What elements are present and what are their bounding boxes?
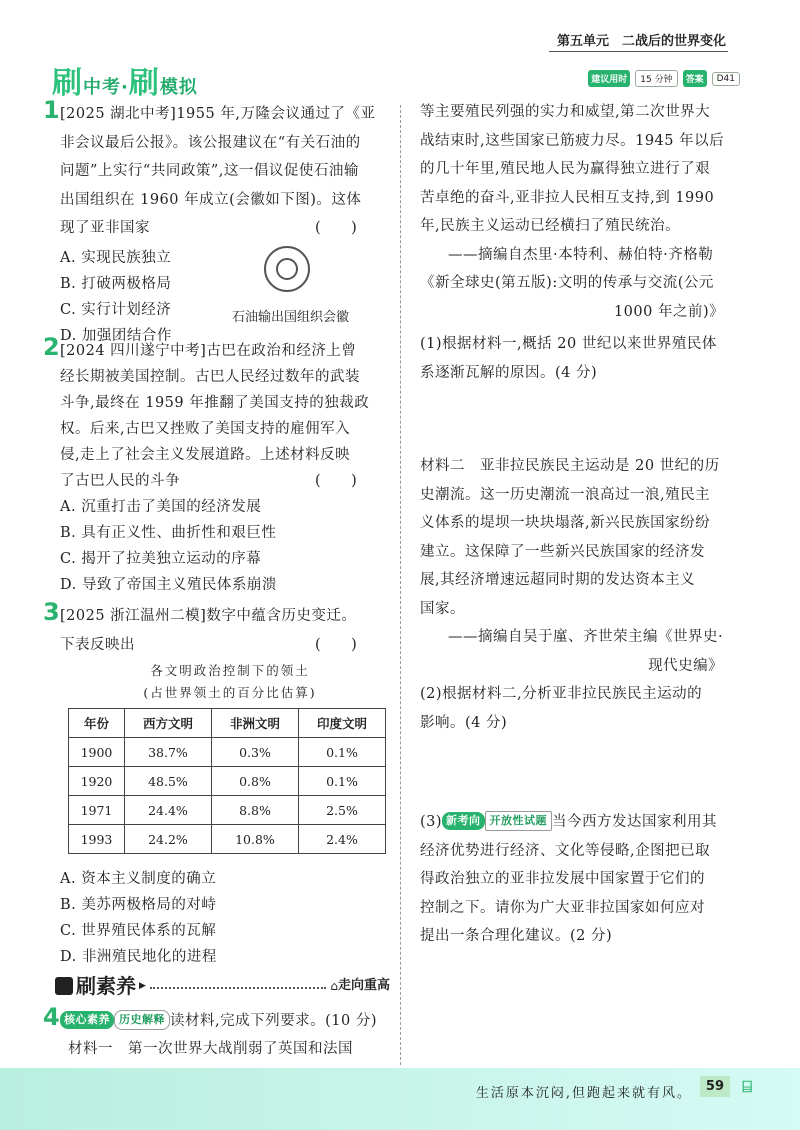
q-line: [2025 湖北中考]1955 年,万隆会议通过了《亚 bbox=[60, 106, 376, 122]
territory-table bbox=[68, 708, 386, 854]
option: A. 实现民族独立 bbox=[60, 249, 172, 266]
th: 西方文明 bbox=[124, 709, 211, 738]
option: B. 具有正义性、曲折性和艰巨性 bbox=[60, 525, 277, 541]
sub-question: (2)根据材料二,分析亚非拉民族民主运动的 bbox=[420, 686, 703, 702]
q-line: 得政治独立的亚非拉发展中国家置于它们的 bbox=[420, 871, 705, 887]
brand-char: 刷 bbox=[52, 66, 83, 101]
sub-question: 影响。(4 分) bbox=[420, 714, 508, 731]
q-line: 斗争,最终在 1959 年推翻了美国支持的独裁政 bbox=[60, 395, 370, 411]
suggest-label: 建议用时 bbox=[588, 70, 630, 87]
opec-logo bbox=[264, 246, 310, 292]
option: C. 世界殖民体系的瓦解 bbox=[60, 923, 217, 939]
th: 非洲文明 bbox=[211, 709, 298, 738]
q-line: 出国组织在 1960 年成立(会徽如下图)。这体 bbox=[60, 191, 362, 208]
td: 0.1% bbox=[298, 738, 385, 767]
section-title: 刷素养 bbox=[76, 974, 136, 998]
td: 1971 bbox=[69, 796, 125, 825]
source: ——摘编自吴于廑、齐世荣主编《世界史· bbox=[448, 629, 724, 645]
column-divider bbox=[400, 105, 401, 1065]
td: 24.2% bbox=[124, 825, 211, 854]
source: 《新全球史(第五版):文明的传承与交流(公元 bbox=[420, 275, 714, 291]
q-line: 现了亚非国家 ( ) bbox=[60, 220, 358, 236]
question-number: 1 bbox=[43, 96, 61, 124]
q-line: [2024 四川遂宁中考]古巴在政治和经济上曾 bbox=[60, 343, 357, 359]
open-question-tag: 开放性试题 bbox=[485, 811, 553, 831]
school-icon: ⌂ bbox=[330, 979, 338, 993]
dotted-leader bbox=[150, 979, 326, 989]
source: ——摘编自杰里·本特利、赫伯特·齐格勒 bbox=[448, 246, 714, 263]
question-number: 3 bbox=[43, 598, 61, 626]
table-title: 各文明政治控制下的领土 bbox=[150, 663, 310, 678]
m-line: 史潮流。这一历史潮流一浪高过一浪,殖民主 bbox=[420, 486, 711, 503]
question-4 bbox=[43, 1003, 377, 1063]
table-row bbox=[69, 738, 386, 767]
sub-question: (1)根据材料一,概括 20 世纪以来世界殖民体 bbox=[420, 336, 717, 352]
td: 0.3% bbox=[211, 738, 298, 767]
question-3 bbox=[43, 598, 358, 659]
material-1-cont bbox=[420, 98, 724, 387]
option: C. 实行计划经济 bbox=[60, 301, 172, 318]
q-line: [2025 浙江温州二模]数字中蕴含历史变迁。 bbox=[60, 608, 357, 624]
table-header-row bbox=[69, 709, 386, 738]
td: 8.8% bbox=[211, 796, 298, 825]
unit-title: 第五单元 二战后的世界变化 bbox=[549, 30, 728, 52]
brand-char: 刷 bbox=[128, 66, 160, 101]
section-icon bbox=[55, 977, 73, 995]
option: C. 揭开了拉美独立运动的序幕 bbox=[60, 551, 262, 567]
sub-question-3 bbox=[420, 808, 717, 951]
time-answer-tags bbox=[588, 70, 740, 87]
q3-options bbox=[60, 866, 217, 970]
q-line: 控制之下。请你为广大亚非拉国家如何应对 bbox=[420, 899, 705, 916]
option: D. 加强团结合作 bbox=[60, 327, 172, 344]
m-line: 展,其经济增速远超同时期的发达资本主义 bbox=[420, 572, 696, 588]
option: B. 打破两极格局 bbox=[60, 275, 172, 292]
brand-text: 中考· bbox=[83, 77, 129, 98]
q-line: 提出一条合理化建议。(2 分) bbox=[420, 928, 613, 944]
section-header bbox=[55, 974, 390, 998]
m-line: 战结束时,这些国家已筋疲力尽。1945 年以后 bbox=[420, 132, 725, 149]
m-line: 建立。这保障了一些新兴民族国家的经济发 bbox=[420, 543, 705, 560]
material-2 bbox=[420, 452, 723, 737]
q-line: 读材料,完成下列要求。(10 分) bbox=[170, 1013, 377, 1029]
logo-caption: 石油输出国组织会徽 bbox=[232, 310, 350, 325]
option: D. 导致了帝国主义殖民体系崩溃 bbox=[60, 577, 277, 593]
td: 10.8% bbox=[211, 825, 298, 854]
q-prefix: (3) bbox=[420, 814, 443, 830]
answer-value: D41 bbox=[712, 72, 740, 86]
td: 2.4% bbox=[298, 825, 385, 854]
question-number: 4 bbox=[43, 1003, 61, 1031]
question-number: 2 bbox=[43, 333, 61, 361]
q-line: 经长期被美国控制。古巴人民经过数年的武装 bbox=[60, 369, 360, 385]
table-row bbox=[69, 825, 386, 854]
m-line: 年,民族主义运动已经横扫了殖民统治。 bbox=[420, 218, 681, 234]
section-right: 走向重高 bbox=[337, 978, 390, 993]
page-number: 59 bbox=[700, 1076, 730, 1097]
core-tag: 核心素养 bbox=[60, 1011, 114, 1029]
m-line: 苦卓绝的奋斗,亚非拉人民相互支持,到 1990 bbox=[420, 189, 715, 206]
q-line: 了古巴人民的斗争 ( ) bbox=[60, 473, 358, 489]
book-icon: ⌸ bbox=[742, 1077, 752, 1096]
table-row bbox=[69, 767, 386, 796]
arrow-icon: ▶ bbox=[139, 981, 146, 991]
q-line: 当今西方发达国家利用其 bbox=[552, 814, 718, 830]
td: 1900 bbox=[69, 738, 125, 767]
td: 0.1% bbox=[298, 767, 385, 796]
m-line: 等主要殖民列强的实力和威望,第二次世界大 bbox=[420, 104, 711, 120]
q-line: 侵,走上了社会主义发展道路。上述材料反映 bbox=[60, 447, 351, 463]
brand-logo bbox=[52, 58, 198, 102]
td: 24.4% bbox=[124, 796, 211, 825]
th: 年份 bbox=[69, 709, 125, 738]
option: A. 沉重打击了美国的经济发展 bbox=[60, 499, 262, 515]
td: 38.7% bbox=[124, 738, 211, 767]
td: 0.8% bbox=[211, 767, 298, 796]
material-1-start: 材料一 第一次世界大战削弱了英国和法国 bbox=[68, 1041, 353, 1057]
q-line: 下表反映出 ( ) bbox=[60, 636, 358, 653]
m-line: 义体系的堤坝一块块塌落,新兴民族国家纷纷 bbox=[420, 515, 711, 531]
td: 48.5% bbox=[124, 767, 211, 796]
suggest-value: 15 分钟 bbox=[635, 70, 677, 87]
m-line: 材料二 亚非拉民族民主运动是 20 世纪的历 bbox=[420, 458, 720, 474]
answer-label: 答案 bbox=[683, 70, 707, 87]
source: 1000 年之前)》 bbox=[613, 303, 725, 320]
q-line: 经济优势进行经济、文化等侵略,企图把已取 bbox=[420, 842, 711, 859]
td: 2.5% bbox=[298, 796, 385, 825]
option: A. 资本主义制度的确立 bbox=[60, 871, 217, 887]
history-tag: 历史解释 bbox=[114, 1010, 170, 1030]
td: 1920 bbox=[69, 767, 125, 796]
table-subtitle: (占世界领土的百分比估算) bbox=[143, 685, 317, 700]
table-row bbox=[69, 796, 386, 825]
q-line: 非会议最后公报》。该公报建议在“有关石油的 bbox=[60, 134, 361, 151]
q-line: 问题”上实行“共同政策”,这一倡议促使石油输 bbox=[60, 163, 359, 179]
sub-question: 系逐渐瓦解的原因。(4 分) bbox=[420, 364, 598, 381]
option: D. 非洲殖民地化的进程 bbox=[60, 949, 217, 965]
option: B. 美苏两极格局的对峙 bbox=[60, 897, 217, 913]
footer-motto: 生活原本沉闷,但跑起来就有风。 bbox=[475, 1086, 692, 1101]
new-direction-tag: 新考向 bbox=[442, 812, 485, 830]
source: 现代史编》 bbox=[648, 657, 724, 674]
th: 印度文明 bbox=[298, 709, 385, 738]
brand-text: 模拟 bbox=[159, 77, 198, 98]
q-line: 权。后来,古巴又挫败了美国支持的雇佣军入 bbox=[60, 421, 351, 437]
td: 1993 bbox=[69, 825, 125, 854]
m-line: 的几十年里,殖民地人民为赢得独立进行了艰 bbox=[420, 161, 711, 177]
m-line: 国家。 bbox=[420, 600, 465, 617]
